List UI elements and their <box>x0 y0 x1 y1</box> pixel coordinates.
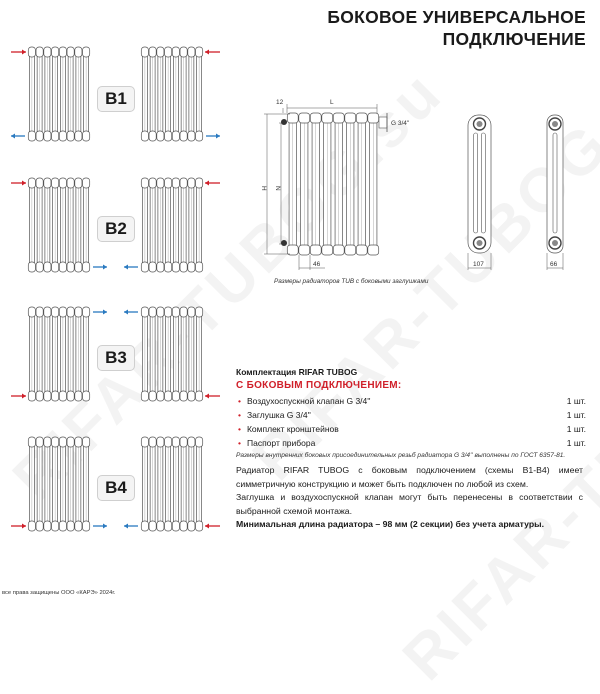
kit-note: Размеры внутренних боковых присоединительных резьб радиатора G 3/4'' выполнены по ГОСТ 6357-81. <box>236 452 566 459</box>
bottom-cap <box>83 521 90 531</box>
bottom-cap <box>299 245 310 255</box>
top-cap <box>83 307 90 317</box>
title-line-2: ПОДКЛЮЧЕНИЕ <box>442 29 586 49</box>
dim-depth-3: 107 <box>473 261 484 268</box>
valve-fitting <box>379 117 387 128</box>
item-qty: 1 шт. <box>566 410 586 420</box>
dim-length: L <box>330 99 334 106</box>
top-cap <box>157 437 164 447</box>
supply-arrow-icon <box>205 394 220 399</box>
description <box>236 464 583 532</box>
bottom-cap <box>165 521 172 531</box>
top-cap <box>75 437 82 447</box>
list-item <box>236 394 586 408</box>
bottom-cap <box>149 391 156 401</box>
top-cap <box>196 307 203 317</box>
title-line-1: БОКОВОЕ УНИВЕРСАЛЬНОЕ <box>327 7 586 27</box>
supply-arrow-icon <box>11 524 26 529</box>
bottom-cap <box>44 391 51 401</box>
top-cap <box>333 113 344 123</box>
top-cap <box>141 437 148 447</box>
radiator-side-view-2-tube <box>547 115 563 253</box>
item-name: Воздухоспускной клапан G 3/4'' <box>246 396 371 406</box>
item-name: Заглушка G 3/4'' <box>246 410 311 420</box>
bottom-cap <box>44 521 51 531</box>
radiator-side-view-3-tube <box>468 115 491 253</box>
dim-offset: 12 <box>276 99 284 106</box>
supply-arrow-icon <box>205 524 220 529</box>
bottom-cap <box>83 391 90 401</box>
bottom-cap <box>67 391 74 401</box>
item-qty: 1 шт. <box>566 424 586 434</box>
top-cap <box>28 437 35 447</box>
bottom-cap <box>149 521 156 531</box>
top-cap <box>165 437 172 447</box>
list-item <box>236 422 586 436</box>
item-qty: 1 шт. <box>566 396 586 406</box>
bottom-cap <box>141 391 148 401</box>
bottom-cap <box>345 245 356 255</box>
supply-arrow-icon <box>11 394 26 399</box>
description-p3: Минимальная длина радиатора – 98 мм (2 секции) без учета арматуры. <box>236 519 545 529</box>
bottom-cap <box>157 521 164 531</box>
top-cap <box>165 307 172 317</box>
drawing-caption: Размеры радиаторов TUB с боковыми заглушками <box>274 278 429 285</box>
bottom-cap <box>180 521 187 531</box>
bottom-cap <box>368 245 379 255</box>
scheme-label-b4: B4 <box>97 475 135 501</box>
top-cap <box>299 113 310 123</box>
bottom-cap <box>28 391 35 401</box>
radiator-left-b4 <box>28 437 89 531</box>
bottom-cap <box>196 521 203 531</box>
radiator-right-b4 <box>141 437 202 531</box>
scheme-label-b2: B2 <box>97 216 135 242</box>
return-arrow-icon <box>124 310 138 315</box>
radiator-right-b3 <box>141 307 202 401</box>
top-cap <box>52 307 59 317</box>
copyright: все права защищены ООО «КАРЭ» 2024г. <box>2 590 116 596</box>
bottom-cap <box>67 521 74 531</box>
list-item <box>236 408 586 422</box>
top-cap <box>356 113 367 123</box>
bottom-cap <box>287 245 298 255</box>
bottom-cap <box>165 391 172 401</box>
top-cap <box>52 437 59 447</box>
description-p2: Заглушка и воздухоспускной клапан могут быть перенесены в соответствии с выбранной схемой монтажа. <box>236 492 583 516</box>
top-cap <box>188 307 195 317</box>
return-arrow-icon <box>124 524 138 529</box>
bottom-cap <box>36 521 43 531</box>
dimension-drawing <box>0 0 600 300</box>
top-cap <box>196 437 203 447</box>
bottom-cap <box>196 391 203 401</box>
bottom-cap <box>141 521 148 531</box>
top-cap <box>188 437 195 447</box>
top-cap <box>67 307 74 317</box>
dim-pitch: 46 <box>313 261 321 268</box>
bottom-cap <box>28 521 35 531</box>
top-cap <box>149 307 156 317</box>
description-p1: Радиатор RIFAR TUBOG с боковым подключением (схемы B1-B4) имеет симметричную конструкцию и может быть подключен по любой из схем. <box>236 465 583 489</box>
bottom-cap <box>172 521 179 531</box>
top-cap <box>83 437 90 447</box>
bottom-cap <box>188 521 195 531</box>
bottom-cap <box>172 391 179 401</box>
list-item <box>236 436 586 450</box>
radiator-front <box>287 113 378 255</box>
top-cap <box>59 307 66 317</box>
bullet-icon: • <box>238 396 241 406</box>
bottom-cap <box>356 245 367 255</box>
top-cap <box>67 437 74 447</box>
top-cap <box>59 437 66 447</box>
dim-thread: G 3/4'' <box>391 120 410 127</box>
item-name: Комплект кронштейнов <box>246 424 339 434</box>
bottom-cap <box>75 391 82 401</box>
radiator-left-b3 <box>28 307 89 401</box>
top-cap <box>287 113 298 123</box>
top-cap <box>44 307 51 317</box>
top-cap <box>180 307 187 317</box>
scheme-label-b3: B3 <box>97 345 135 371</box>
top-cap <box>36 437 43 447</box>
top-cap <box>172 437 179 447</box>
kit-list <box>236 394 586 450</box>
top-cap <box>141 307 148 317</box>
top-cap <box>28 307 35 317</box>
bullet-icon: • <box>238 410 241 420</box>
dim-depth-2: 66 <box>550 261 558 268</box>
bullet-icon: • <box>238 438 241 448</box>
top-cap <box>75 307 82 317</box>
dim-height: H <box>260 186 267 191</box>
top-cap <box>149 437 156 447</box>
radiator-front-view <box>287 113 378 255</box>
kit-heading: Комплектация RIFAR TUBOG <box>236 367 358 377</box>
top-cap <box>44 437 51 447</box>
scheme-label-b1: B1 <box>97 86 135 112</box>
top-cap <box>36 307 43 317</box>
bottom-cap <box>36 391 43 401</box>
bottom-cap <box>157 391 164 401</box>
top-cap <box>180 437 187 447</box>
item-qty: 1 шт. <box>566 438 586 448</box>
item-name: Паспорт прибора <box>246 438 316 448</box>
top-cap <box>322 113 333 123</box>
return-arrow-icon <box>93 524 107 529</box>
bottom-cap <box>180 391 187 401</box>
bottom-cap <box>188 391 195 401</box>
bottom-cap <box>75 521 82 531</box>
bottom-cap <box>310 245 321 255</box>
top-cap <box>172 307 179 317</box>
bottom-cap <box>52 391 59 401</box>
kit-subheading: С БОКОВЫМ ПОДКЛЮЧЕНИЕМ: <box>236 380 402 391</box>
return-arrow-icon <box>93 310 107 315</box>
top-cap <box>368 113 379 123</box>
top-cap <box>157 307 164 317</box>
bullet-icon: • <box>238 424 241 434</box>
kit-section <box>236 367 586 459</box>
bottom-cap <box>333 245 344 255</box>
dim-axis: N <box>274 186 281 191</box>
bottom-cap <box>59 391 66 401</box>
bottom-cap <box>322 245 333 255</box>
top-cap <box>345 113 356 123</box>
bottom-cap <box>52 521 59 531</box>
top-cap <box>310 113 321 123</box>
bottom-cap <box>59 521 66 531</box>
